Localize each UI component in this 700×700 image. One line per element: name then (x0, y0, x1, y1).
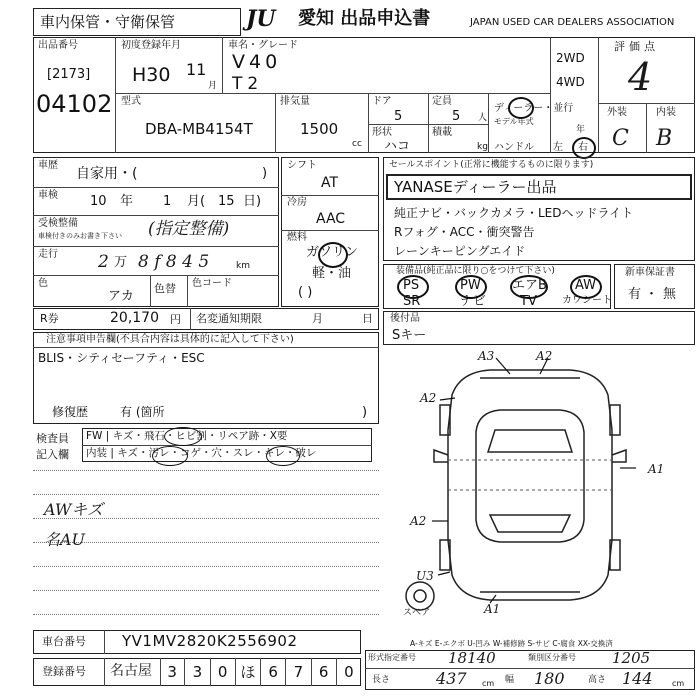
attachments-value: Sキー (392, 328, 427, 343)
type-code-value: 18140 (448, 649, 496, 667)
plate-digit: 3 (160, 658, 185, 686)
load-unit: kg (477, 142, 488, 152)
plate-label: 登録番号 (42, 665, 86, 678)
repair-value: 有 (箇所 (120, 405, 165, 419)
inspection-year: 10 (90, 194, 107, 209)
model-label: 車名・グレード (228, 40, 298, 51)
color-label: 色 (38, 278, 48, 289)
fuel-diesel: 軽・油 (312, 266, 352, 281)
load-label: 積載 (432, 127, 452, 138)
mark-a2-left-rear: A2 (410, 514, 427, 528)
maintenance-sub: 車検付きのみお書き下さい (38, 232, 122, 240)
lot-bracket: [2173] (47, 67, 91, 82)
mileage-digits: 8 f 8 4 5 (138, 252, 210, 272)
history-label: 車歴 (38, 160, 58, 171)
class-code-value: 1205 (612, 649, 651, 667)
storage-text: 車内保管・守衛保管 (40, 13, 176, 31)
mark-a3-front: A3 (478, 349, 495, 363)
shift-label: シフト (287, 160, 317, 171)
inspection-month-unit: 月( (187, 194, 206, 209)
color-value: アカ (108, 289, 134, 304)
handle-left: 左 (553, 142, 563, 153)
doors-label: ドア (372, 96, 392, 107)
capacity-label: 定員 (432, 96, 452, 107)
equip-ps: PS (403, 278, 420, 293)
model-grade: T2 (232, 74, 264, 94)
mark-u3-rear: U3 (416, 569, 434, 583)
height-unit: cm (672, 679, 685, 688)
type-value: DBA-MB4154T (145, 120, 253, 138)
equip-aw: AW (575, 278, 597, 293)
class-code-label: 類別区分番号 (528, 653, 576, 662)
plate-digit: 6 (261, 658, 286, 686)
inspection-day-unit: 日) (243, 194, 262, 209)
warranty-yes: 有 (628, 287, 642, 302)
registration-year: H30 (132, 64, 171, 86)
engine-value: 1500 (300, 120, 339, 138)
body-label: 形状 (372, 127, 392, 138)
attachments-label: 後付品 (390, 313, 420, 324)
inspector-row-1: FW | キズ・飛石・ヒビ割・リペア跡・X要 (86, 430, 288, 442)
maintenance-value: (指定整備) (148, 219, 230, 239)
warranty-sep: ・ (645, 287, 659, 302)
equip-sr: SR (403, 294, 421, 309)
inspection-year-unit: 年 (120, 194, 134, 209)
color-change: 色替 (154, 282, 176, 295)
spare-label: スペア (403, 608, 431, 618)
chassis-value: YV1MV2820K2556902 (122, 632, 298, 650)
deadline-day: 日 (362, 312, 373, 325)
fuel-other: ( ) (298, 285, 313, 300)
equip-leather: カワシート (562, 295, 612, 306)
notes-line-1: BLIS・シティセーフティ・ESC (38, 351, 205, 365)
interior-grade: B (656, 126, 673, 151)
selling-line-1: 純正ナビ・バックカメラ・LEDヘッドライト (394, 206, 634, 220)
length-unit: cm (482, 679, 495, 688)
type-code-label: 形式指定番号 (368, 653, 416, 662)
plate-digit: 0 (344, 663, 354, 681)
fuel-gas: ガソリン (306, 245, 359, 260)
engine-label: 排気量 (280, 96, 310, 107)
equip-pw: PW (460, 278, 481, 293)
plate-digit: ほ (236, 658, 261, 686)
inspection-day: 15 (218, 194, 235, 209)
history-value: 自家用・( (76, 166, 138, 182)
plate-digit: 0 (211, 658, 236, 686)
score-value: 4 (628, 55, 653, 99)
ac-label: 冷房 (287, 197, 307, 208)
mileage-unit: km (236, 261, 250, 271)
registration-label: 初度登録年月 (121, 40, 181, 51)
height-value: 144 (622, 669, 653, 688)
inspector-row-2: 内装 | キズ・汚レ・コゲ・穴・スレ・キレ・破レ (86, 447, 317, 459)
plate-digits (160, 658, 361, 686)
lot-label: 出品番号 (38, 40, 78, 51)
damage-legend: A-キズ E-エクボ U-凹み W-補修跡 S-サビ C-腐食 XX-交換済 (410, 639, 613, 648)
equipment-label: 装備品(純正品に限り○をつけて下さい) (396, 266, 555, 276)
doors-value: 5 (394, 109, 403, 124)
shift-value: AT (321, 175, 339, 191)
exterior-grade: C (612, 126, 629, 151)
chassis-label: 車台番号 (42, 635, 86, 648)
fuel-label: 燃料 (287, 232, 307, 243)
handle-right: 右 (578, 142, 588, 153)
length-label: 長さ (372, 675, 391, 685)
width-label: 幅 (505, 675, 515, 685)
history-close: ) (262, 166, 268, 181)
selling-points-label: セールスポイント(正常に機能するものに限ります) (389, 160, 594, 170)
maintenance-label: 受検整備 (38, 218, 78, 229)
registration-month-unit: 月 (208, 81, 218, 91)
ac-value: AAC (316, 211, 346, 227)
inspector-label-2: 記入欄 (36, 448, 69, 461)
drive-2wd: 2WD (556, 51, 585, 65)
repair-label: 修復歴 (52, 405, 89, 419)
body-value: ハコ (384, 139, 411, 154)
plate-digit: 7 (286, 658, 311, 686)
drive-4wd: 4WD (556, 75, 585, 89)
plate-region: 名古屋 (110, 663, 152, 679)
association-name: JAPAN USED CAR DEALERS ASSOCIATION (470, 17, 675, 28)
interior-label: 内装 (656, 107, 676, 118)
lot-number: 04102 (36, 90, 113, 118)
engine-unit: cc (352, 139, 362, 149)
recycle-unit: 円 (170, 313, 181, 326)
ju-logo: JU (246, 6, 276, 32)
notes-label: 注意事項申告欄(不具合内容は具体的に記入して下さい) (46, 334, 294, 345)
capacity-value: 5 (452, 109, 461, 124)
selling-line-2: Rフォグ・ACC・衝突警告 (394, 225, 535, 239)
plate-digit: 6 (312, 658, 337, 686)
warranty-no: 無 (663, 287, 677, 302)
mark-a2-front: A2 (536, 349, 553, 363)
registration-month: 11 (186, 60, 207, 79)
mark-a1-right: A1 (648, 462, 665, 476)
handwritten-note-1: AWキズ (44, 500, 104, 519)
equip-navi: ナビ (460, 294, 487, 309)
warranty-label: 新車保証書 (625, 267, 675, 278)
model-name: V40 (232, 51, 282, 73)
type-label: 型式 (121, 96, 141, 107)
length-value: 437 (436, 669, 467, 688)
selling-headline: YANASEディーラー出品 (394, 178, 557, 196)
recycle-value: 20,170 (110, 310, 159, 326)
capacity-unit: 人 (478, 113, 488, 123)
mileage-man: 2 (98, 252, 109, 272)
inspection-month: 1 (163, 194, 172, 209)
mark-a2-left-front: A2 (420, 391, 437, 405)
equip-airbag: エアB (512, 278, 547, 293)
deadline-label: 名変通知期限 (196, 312, 262, 325)
repair-close: ) (362, 405, 368, 420)
exterior-label: 外装 (607, 107, 627, 118)
plate-digit: 3 (185, 658, 210, 686)
inspector-label-1: 検査員 (36, 432, 69, 445)
equip-tv: TV (520, 294, 537, 309)
handwritten-note-2: 名AU (44, 530, 86, 549)
page-title: 愛知 出品申込書 (298, 8, 431, 29)
mark-a1-rear: A1 (484, 602, 501, 616)
inspection-label: 車検 (38, 190, 58, 201)
mileage-label: 走行 (38, 249, 58, 260)
recycle-label: R券 (40, 312, 59, 325)
dealer-label: ディーラー・並行 (494, 103, 574, 114)
score-label: 評価点 (614, 40, 659, 53)
selling-line-3: レーンキーピングエイド (394, 244, 526, 258)
model-year-label: モデル年式 (494, 117, 534, 126)
mileage-man-unit: 万 (114, 255, 128, 270)
width-value: 180 (534, 669, 565, 688)
deadline-month: 月 (312, 312, 323, 325)
height-label: 高さ (588, 675, 607, 685)
model-year-unit: 年 (576, 125, 586, 135)
handle-label: ハンドル (494, 142, 534, 153)
color-code-label: 色コード (192, 278, 232, 289)
